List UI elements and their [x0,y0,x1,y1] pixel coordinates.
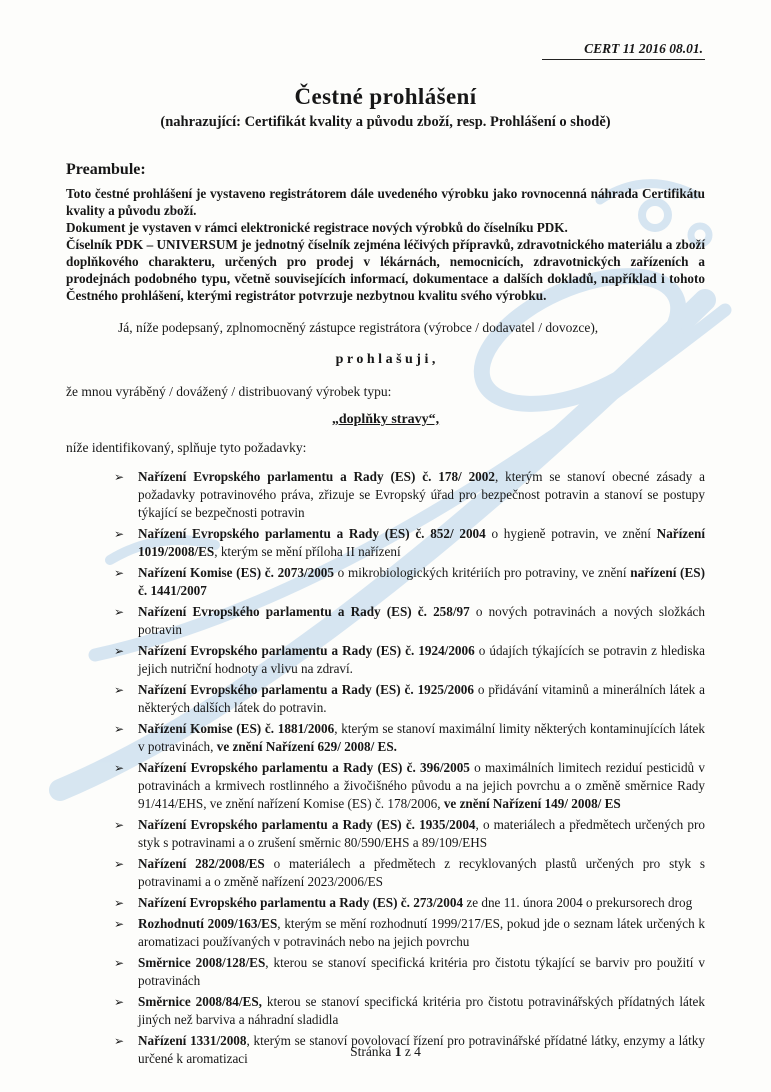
requirement-item [114,993,705,1029]
bullet-arrow-icon: ➢ [114,818,125,832]
requirement-text: Nařízení Evropského parlamentu a Rady (ES) č. 1935/2004 [138,817,476,832]
requirement-text: o nových potravinách a nových složkách potravin [138,604,705,637]
requirement-text: Nařízení 1331/2008 [138,1033,247,1048]
requirement-item [114,681,705,717]
requirement-text: Nařízení Evropského parlamentu a Rady (ES) č. 178/ 2002 [138,469,495,484]
requirement-text: ve znění Nařízení 149/ 2008/ ES [443,796,621,811]
requirement-text: , kterým se stanoví povolovací řízení pro potravinářské přídatné látky, enzymy a látky určené k aromatizaci [138,1033,705,1066]
bullet-arrow-icon: ➢ [114,896,125,910]
product-line-text: že mnou vyráběný / dovážený / distribuovaný výrobek typu: [66,384,392,399]
requirement-text: o údajích týkajících se potravin z hlediska jejich nutriční hodnoty a vlivu na zdraví. [138,643,705,676]
requirement-text: Nařízení 1019/2008/ES [138,526,706,559]
requirement-text: o mikrobiologických kritériích pro potraviny, ve znění [334,565,631,580]
product-type: „doplňky stravy“, [331,412,440,427]
bullet-arrow-icon: ➢ [114,527,125,541]
requirement-text: ze dne 11. února 2004 o prekursorech drog [463,895,693,910]
declaration-verb: p r o h l a š u j i , [335,352,436,367]
requirement-item [114,816,705,852]
requirement-item [114,720,705,756]
requirements-list [114,468,705,1068]
bullet-arrow-icon: ➢ [114,995,125,1009]
requirement-text: Nařízení Komise (ES) č. 2073/2005 [138,565,334,580]
requirement-item [114,603,705,639]
requirement-text: ve znění Nařízení 629/ 2008/ ES. [216,739,397,754]
bullet-arrow-icon: ➢ [114,722,125,736]
bullet-arrow-icon: ➢ [114,683,125,697]
requirement-text: o maximálních limitech reziduí pesticidů v potravinách a krmivech rostlinného a živočišného původu a na jejich povrchu a o změně směrnice Rady 91/414/EHS, ve znění nařízení Komise (ES) č. 178/2006, [138,760,705,811]
bullet-arrow-icon: ➢ [114,605,125,619]
requirement-item [114,954,705,990]
preamble-paragraph [66,185,705,304]
bullet-arrow-icon: ➢ [114,566,125,580]
requirement-item [114,642,705,678]
requirement-text: , kterou se stanoví specifická kritéria pro čistotu týkající se barviv pro použití v potravinách [138,955,705,988]
requirement-item [114,894,705,912]
preamble-line: Číselník PDK – UNIVERSUM je jednotný číselník zejména léčivých přípravků, zdravotnického materiálu a zboží doplňkového charakteru, určených pro prodej v lékárnách, nemocnicích, zdravotnických zařízeních a prodejnách podobného typu, včetně souvisejících informací, dokumentace a dalších dokladů, například i tohoto Čestného prohlášení, kterými registrátor potvrzuje nezbytnou kvalitu svého výrobku. [66,237,705,303]
bullet-arrow-icon: ➢ [114,1034,125,1048]
bullet-arrow-icon: ➢ [114,917,125,931]
requirement-text: o materiálech a předmětech z recyklovaných plastů určených pro styk s potravinami a o změně nařízení 2023/2006/ES [138,856,705,889]
requirement-text: , kterým se stanoví maximální limity některých kontaminujících látek v potravinách, [138,721,705,754]
declaration-intro: Já, níže podepsaný, zplnomocněný zástupce registrátora (výrobce / dodavatel / dovozce), [118,320,599,335]
bullet-arrow-icon: ➢ [114,956,125,970]
requirement-text: Směrnice 2008/128/ES [138,955,266,970]
preamble-heading: Preambule: [66,161,146,178]
page-number-prefix: Stránka [350,1044,395,1059]
requirement-text: Nařízení Evropského parlamentu a Rady (ES) č. 852/ 2004 [138,526,486,541]
requirement-text: nařízení (ES) č. 1441/2007 [138,565,705,598]
requirement-item [114,915,705,951]
requirement-text: Nařízení Evropského parlamentu a Rady (ES) č. 258/97 [138,604,470,619]
document-subtitle: (nahrazující: Certifikát kvality a původu zboží, resp. Prohlášení o shodě) [160,114,611,130]
requirement-text: Nařízení Komise (ES) č. 1881/2006 [138,721,335,736]
requirement-item [114,564,705,600]
bullet-arrow-icon: ➢ [114,857,125,871]
page-number-suffix: z 4 [401,1044,421,1059]
page-number: 1 [394,1044,402,1059]
requirement-item [114,525,705,561]
document-title: Čestné prohlášení [294,84,477,109]
requirement-text: Nařízení Evropského parlamentu a Rady (ES) č. 273/2004 [138,895,464,910]
requirement-text: Rozhodnutí 2009/163/ES [138,916,278,931]
requirement-text: kterou se stanoví specifická kritéria pro čistotu potravinářských přídatných látek jiných než barviva a náhradní sladidla [138,994,705,1027]
requirement-item [114,855,705,891]
requirement-text: , kterým se mění rozhodnutí 1999/217/ES, pokud jde o seznam látek určených k aromatizaci používaných v potravinách nebo na jejich povrchu [138,916,705,949]
requirement-text: Směrnice 2008/84/ES, [138,994,262,1009]
requirement-text: Nařízení Evropského parlamentu a Rady (ES) č. 1924/2006 [138,643,475,658]
requirement-text: , kterým se stanoví obecné zásady a požadavky potravinového práva, zřizuje se Evropský úřad pro bezpečnost potravin a stanoví se postupy týkající se bezpečnosti potravin [138,469,705,520]
requirements-intro: níže identifikovaný, splňuje tyto požadavky: [66,440,307,455]
requirement-text: , kterým se mění příloha II nařízení [214,544,401,559]
bullet-arrow-icon: ➢ [114,644,125,658]
requirement-text: Nařízení Evropského parlamentu a Rady (ES) č. 1925/2006 [138,682,474,697]
preamble-line: Dokument je vystaven v rámci elektronické registrace nových výrobků do číselníku PDK. [66,220,568,235]
page-footer [0,1044,771,1060]
requirement-text: o hygieně potravin, ve znění [485,526,657,541]
bullet-arrow-icon: ➢ [114,761,125,775]
requirement-text: Nařízení 282/2008/ES [138,856,265,871]
requirement-item [114,759,705,813]
requirement-text: , o materiálech a předmětech určených pro styk s potravinami a o zrušení směrnic 80/590/EHS a 89/109/EHS [138,817,705,850]
requirement-text: Nařízení Evropského parlamentu a Rady (ES) č. 396/2005 [138,760,470,775]
preamble-line: Toto čestné prohlášení je vystaveno registrátorem dále uvedeného výrobku jako rovnocenná náhrada Certifikátu kvality a původu zboží. [66,186,705,218]
requirement-text: o přidávání vitaminů a minerálních látek a některých dalších látek do potravin. [138,682,705,715]
bullet-arrow-icon: ➢ [114,470,125,484]
requirement-item [114,468,705,522]
doc-code: CERT 11 2016 08.01. [542,41,705,60]
doc-code-row [66,40,705,60]
